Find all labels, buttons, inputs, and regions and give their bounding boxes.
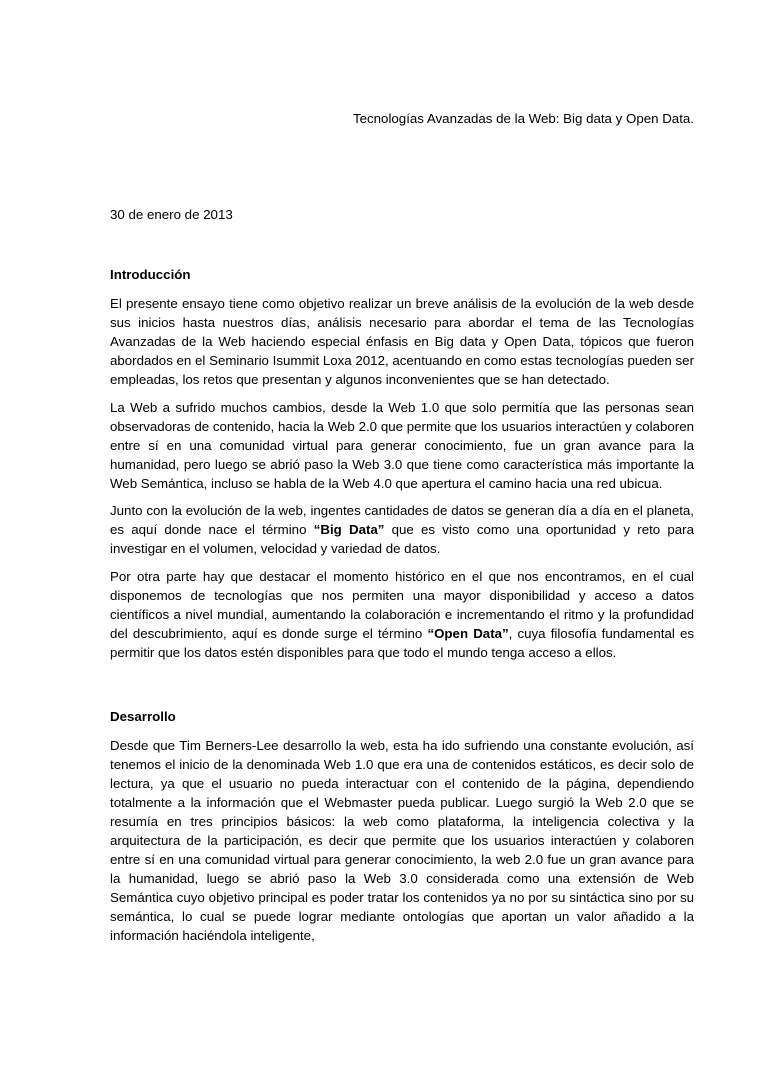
- intro-paragraph-3-text-a: Junto con la evolución de la web, ingentes cantidades de datos se generan día a día en el planeta, es aquí donde nace el término: [110, 503, 694, 537]
- intro-paragraph-3: [110, 501, 694, 558]
- open-data-term: “Open Data”: [427, 625, 509, 641]
- document-body: [110, 266, 694, 954]
- desarrollo-paragraph-1: Desde que Tim Berners-Lee desarrollo la web, esta ha ido sufriendo una constante evolución, así tenemos el inicio de la denominada Web 1.0 que era una de contenidos estáticos, es decir solo de lectura, ya que el usuario no pueda interactuar con el contenido de la página, dependiendo totalmente a la información que el Webmaster pueda publicar. Luego surgió la Web 2.0 que se resumía en tres principios básicos: la web como plataforma, la inteligencia colectiva y la arquitectura de la participación, es decir que permite que los usuarios interactúen y colaboren entre sí en una comunidad virtual para generar conocimiento, la web 2.0 fue un gran avance para la humanidad, luego se abrió paso la Web 3.0 considerada como una extensión de Web Semántica cuyo objetivo principal es poder tratar los contenidos ya no por su sintáctica sino por su semántica, lo cual se puede lograr mediante ontologías que aportan un valor añadido a la información haciéndola inteligente,: [110, 738, 694, 943]
- intro-paragraph-2: La Web a sufrido muchos cambios, desde la Web 1.0 que solo permitía que las personas sean observadoras de contenido, hacia la Web 2.0 que permite que los usuarios interactúen y colaboren entre sí en una comunidad virtual para generar conocimiento, fue un gran avance para la humanidad, pero luego se abrió paso la Web 3.0 que tiene como característica más importante la Web Semántica, incluso se habla de la Web 4.0 que apertura el camino hacia una red ubicua.: [110, 399, 694, 491]
- intro-paragraph-3-text-b: que es visto como una oportunidad y reto para investigar en el volumen, velocidad y variedad de datos.: [110, 522, 694, 556]
- big-data-term: “Big Data”: [313, 522, 385, 537]
- document-date: 30 de enero de 2013: [110, 207, 233, 222]
- document-title: Tecnologías Avanzadas de la Web: Big data y Open Data.: [352, 111, 694, 126]
- intro-heading: Introducción: [110, 267, 191, 282]
- intro-paragraph-1: El presente ensayo tiene como objetivo realizar un breve análisis de la evolución de la web desde sus inicios hasta nuestros días, análisis necesario para abordar el tema de las Tecnologías Avanzadas de la Web haciendo especial énfasis en Big data y Open Data, tópicos que fueron abordados en el Seminario Isummit Loxa 2012, acentuando en como estas tecnologías pueden ser empleadas, los retos que presentan y algunos inconvenientes que se han detectado.: [110, 296, 694, 387]
- intro-paragraph-4-text-a: Por otra parte hay que destacar el momento histórico en el que nos encontramos, en el cual disponemos de tecnologías que nos permiten una mayor disponibilidad y acceso a datos científicos a nivel mundial, aumentando la colaboración e incrementando el ritmo y la profundidad del descubrimiento, aquí es donde surge el término: [110, 568, 694, 641]
- desarrollo-heading: Desarrollo: [110, 709, 176, 724]
- section-spacer: [110, 670, 694, 708]
- intro-paragraph-4-text-b: , cuya filosofía fundamental es permitir que los datos estén disponibles para que todo el mundo tenga acceso a ellos.: [110, 625, 694, 660]
- intro-paragraph-4: [110, 567, 694, 662]
